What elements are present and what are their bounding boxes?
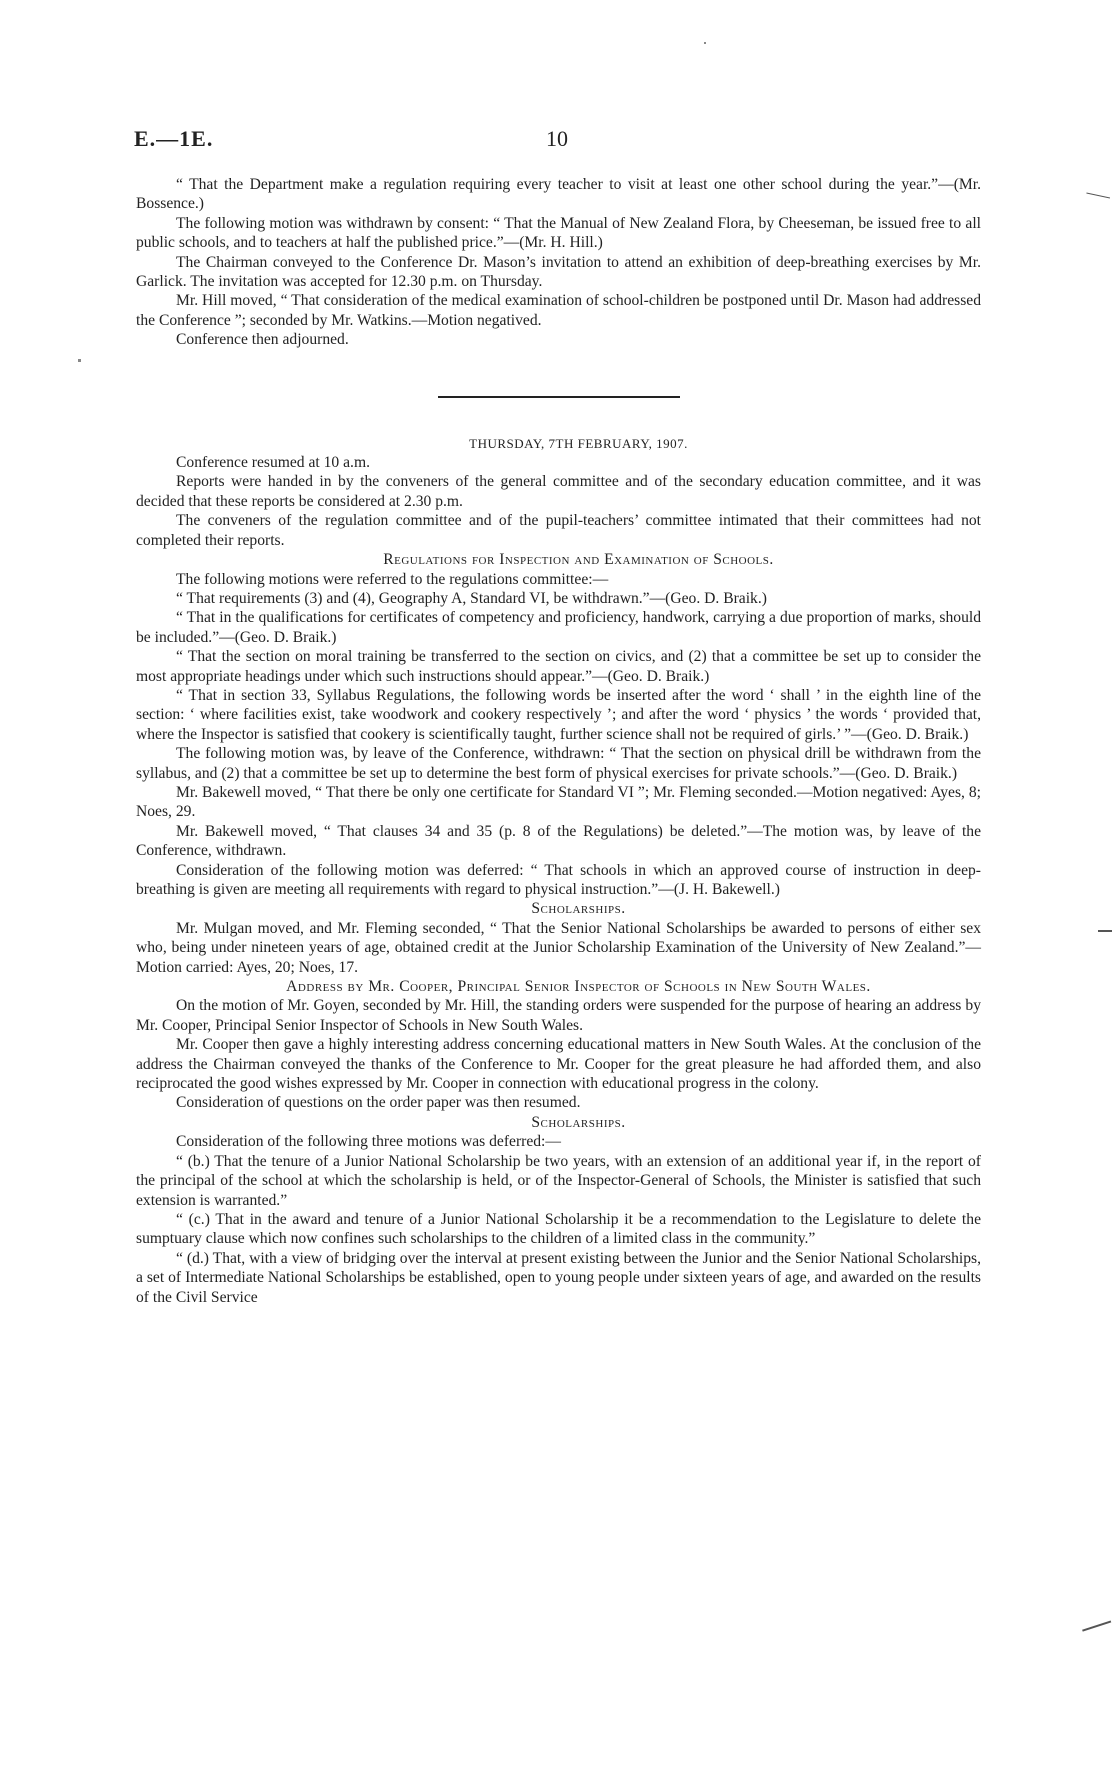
thursday-paragraphs: [136, 453, 981, 550]
paragraph: Reports were handed in by the conveners of the general committee and of the secondary education committee, and it was decided that these reports be considered at 2.30 p.m.: [136, 473, 981, 510]
regulations-heading: Regulations for Inspection and Examination of Schools.: [383, 551, 774, 569]
paragraph: The following motion was withdrawn by consent: “ That the Manual of New Zealand Flora, by Cheeseman, be issued free to all public schools, and to teachers at half the published price.”—(Mr. H. Hill.): [136, 214, 981, 252]
top-paragraphs: [136, 175, 981, 350]
scan-mark: [1098, 930, 1112, 934]
paragraph: Mr. Cooper then gave a highly interesting address concerning educational matters in New South Wales. At the conclusion of the address the Chairman conveyed the thanks of the Conference to Mr. Cooper for the great pleasure he had afforded them, and also reciprocated the good wishes expressed by Mr. Cooper in connection with educational progress in the colony.: [136, 1036, 981, 1093]
paragraph: “ That in the qualifications for certificates of competency and proficiency, handwork, carrying a due proportion of marks, should be included.”—(Geo. D. Braik.): [136, 609, 981, 646]
address-heading: Address by Mr. Cooper, Principal Senior Inspector of Schools in New South Wales.: [286, 978, 871, 996]
page-number: 10: [546, 126, 568, 151]
paragraph: Conference resumed at 10 a.m.: [176, 454, 370, 472]
scholarships-heading-second: Scholarships.: [531, 1113, 626, 1131]
scan-mark: [1086, 193, 1110, 201]
document-body: [136, 175, 981, 1307]
paragraph: Mr. Bakewell moved, “ That there be only one certificate for Standard VI ”; Mr. Fleming seconded.—Motion negatived: Ayes, 8; Noes, 29.: [136, 783, 981, 821]
scholarships-paragraphs: [136, 919, 981, 977]
paragraph: The conveners of the regulation committee and of the pupil-teachers’ committee intimated that their committees had not completed their reports.: [136, 512, 981, 549]
paragraph: The following motions were referred to the regulations committee:—: [176, 570, 609, 588]
report-reference: E.—1E.: [134, 126, 214, 151]
address-paragraphs: [136, 996, 981, 1112]
scan-speck: [78, 359, 81, 362]
paragraph: Mr. Mulgan moved, and Mr. Fleming seconded, “ That the Senior National Scholarships be awarded to persons of either sex who, being under nineteen years of age, obtained credit at the Junior Scholarship Examination of the University of New Zealand.”—Motion carried: Ayes, 20; Noes, 17.: [136, 919, 981, 976]
paragraph: Consideration of the following motion was deferred: “ That schools in which an approved course of instruction in deep-breathing is given are meeting all requirements with regard to physical instruction.”—(J. H. Bakewell.): [136, 861, 981, 898]
paragraph: Mr. Bakewell moved, “ That clauses 34 and 35 (p. 8 of the Regulations) be deleted.”—The motion was, by leave of the Conference, withdrawn.: [136, 822, 981, 860]
paragraph: Mr. Hill moved, “ That consideration of the medical examination of school-children be postponed until Dr. Mason had addressed the Conference ”; seconded by Mr. Watkins.—Motion negatived.: [136, 292, 981, 329]
scan-speck: [704, 42, 706, 44]
scholarships-motions: [136, 1132, 981, 1307]
section-divider: [438, 396, 680, 398]
paragraph: “ That the section on moral training be transferred to the section on civics, and (2) that a committee be set up to consider the most appropriate headings under which such instructions should appear.”—(Geo. D. Braik.): [136, 648, 981, 685]
paragraph: The Chairman conveyed to the Conference Dr. Mason’s invitation to attend an exhibition of deep-breathing exercises by Mr. Garlick. The invitation was accepted for 12.30 p.m. on Thursday.: [136, 253, 981, 291]
paragraph: Consideration of the following three motions was deferred:—: [176, 1133, 561, 1151]
paragraph: “ (c.) That in the award and tenure of a Junior National Scholarship it be a recommendation to the Legislature to delete the sumptuary clause which now confines such scholarships to the children of a limited class in the community.”: [136, 1210, 981, 1248]
paragraph: “ That in section 33, Syllabus Regulations, the following words be inserted after the word ‘ shall ’ in the eighth line of the section: ‘ where facilities exist, take woodwork and cookery respectively ’; and after the word ‘ physics ’ the words ‘ provided that, where the Inspector is satisfied that cookery is scientifically taught, further science shall not be required of girls.’ ”—(Geo. D. Braik.): [136, 686, 981, 743]
paragraph: Consideration of questions on the order paper was then resumed.: [176, 1094, 581, 1112]
paragraph: The following motion was, by leave of the Conference, withdrawn: “ That the section on physical drill be withdrawn from the syllabus, and (2) that a committee be set up to determine the best form of physical exercises for private schools.”—(Geo. D. Braik.): [136, 745, 981, 782]
scan-mark: [1082, 1620, 1112, 1633]
paragraph: “ That requirements (3) and (4), Geography A, Standard VI, be withdrawn.”—(Geo. D. Braik.): [176, 589, 767, 607]
paragraph: “ (d.) That, with a view of bridging over the interval at present existing between the Junior and the Senior National Scholarships, a set of Intermediate National Scholarships be established, open to young people under sixteen years of age, and awarded on the results of the Civil Service: [136, 1249, 981, 1306]
paragraph: “ That the Department make a regulation requiring every teacher to visit at least one other school during the year.”—(Mr. Bossence.): [136, 176, 981, 213]
paragraph: On the motion of Mr. Goyen, seconded by Mr. Hill, the standing orders were suspended for the purpose of hearing an address by Mr. Cooper, Principal Senior Inspector of Schools in New South Wales.: [136, 997, 981, 1034]
paragraph: Conference then adjourned.: [176, 331, 349, 349]
date-heading: THURSDAY, 7TH FEBRUARY, 1907.: [469, 435, 688, 451]
regulations-paragraphs: [136, 570, 981, 900]
scholarships-heading: Scholarships.: [531, 900, 626, 918]
paragraph: “ (b.) That the tenure of a Junior National Scholarship be two years, with an extension of an additional year if, in the report of the principal of the school at which the scholarship is held, or of the Inspector-General of Schools, the Minister is satisfied that such extension is warranted.”: [136, 1152, 981, 1209]
